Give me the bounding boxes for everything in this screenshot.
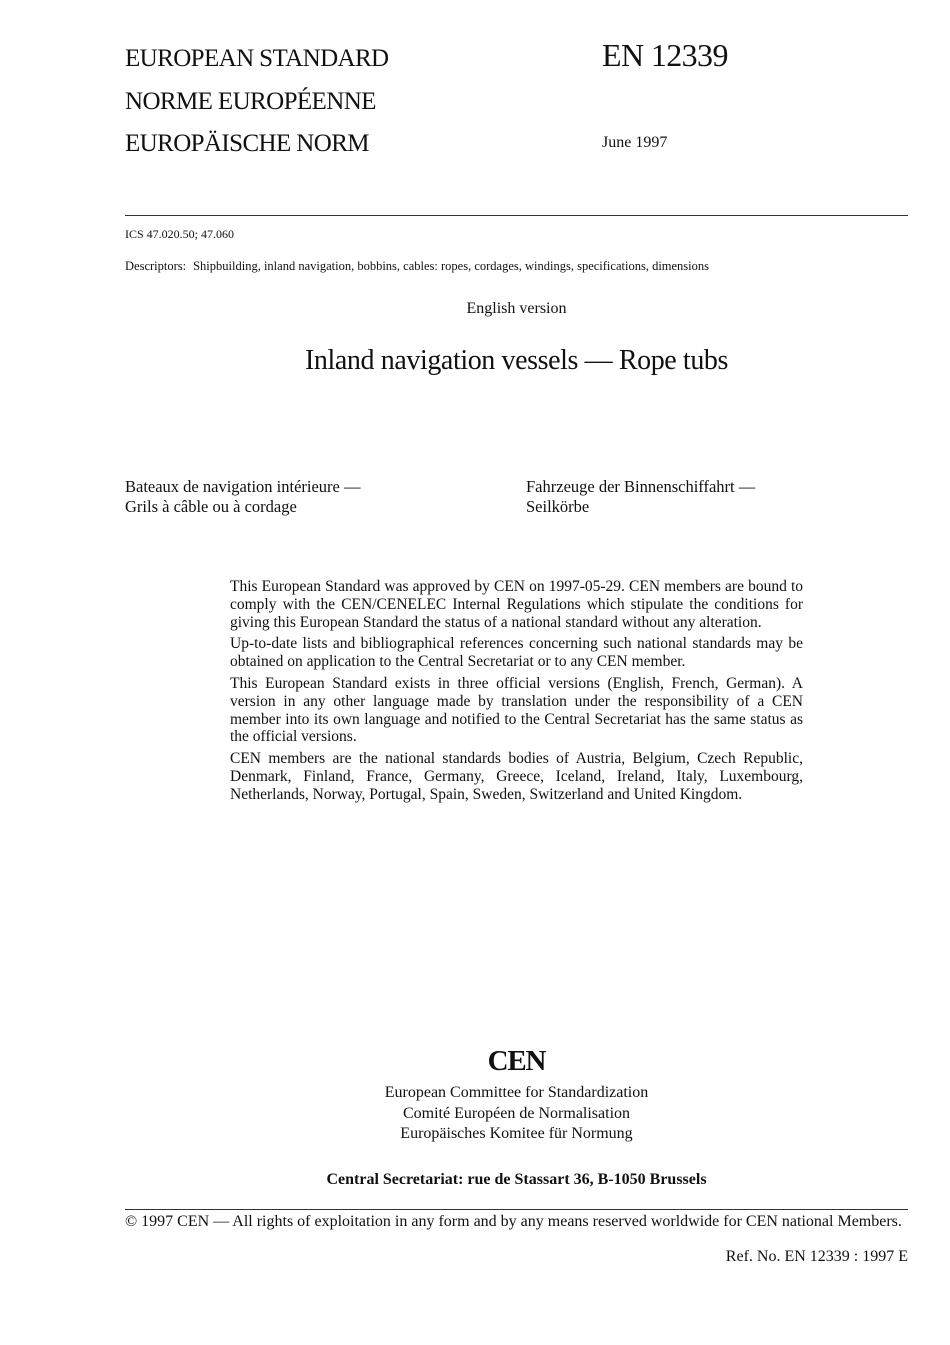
top-divider	[125, 215, 908, 216]
approval-paragraph: Up-to-date lists and bibliographical references concerning such national standards may be obtained on application to the Central Secretariat or to any CEN member.	[230, 635, 803, 671]
descriptors-label: Descriptors:	[125, 259, 187, 273]
french-title-line-2: Grils à câble ou à cordage	[125, 497, 297, 516]
organization-name-english: European Committee for Standardization	[384, 1084, 649, 1101]
descriptors-line	[125, 260, 709, 273]
french-title-line-1: Bateaux de navigation intérieure —	[125, 477, 361, 496]
organization-name-french: Comité Européen de Normalisation	[402, 1105, 631, 1122]
standard-title-french: NORME EUROPÉENNE	[125, 88, 376, 115]
publication-date: June 1997	[602, 134, 668, 151]
main-title: Inland navigation vessels — Rope tubs	[304, 345, 729, 376]
approval-paragraph: This European Standard was approved by CEN on 1997-05-29. CEN members are bound to comply with the CEN/CENELEC Internal Regulations which stipulate the conditions for giving this European Standard the status of a national standard without any alteration.	[230, 578, 803, 631]
approval-paragraph: This European Standard exists in three official versions (English, French, German). A version in any other language made by translation under the responsibility of a CEN member into its own language and notified to the Central Secretariat has the same status as the official versions.	[230, 674, 803, 746]
reference-number: Ref. No. EN 12339 : 1997 E	[725, 1248, 908, 1265]
bottom-divider	[125, 1209, 908, 1210]
document-number: EN 12339	[602, 37, 728, 73]
approval-paragraph: CEN members are the national standards bodies of Austria, Belgium, Czech Republic, Denmark, Finland, France, Germany, Greece, Iceland, Ireland, Italy, Luxembourg, Netherlands, Norway, Portugal, Spain, Sweden, Switzerland and United Kingdom.	[230, 750, 803, 803]
french-title	[125, 477, 361, 517]
german-title	[526, 477, 755, 517]
organization-name-german: Europäisches Komitee für Normung	[400, 1125, 633, 1142]
ics-code: ICS 47.020.50; 47.060	[125, 227, 235, 241]
descriptors-text: Shipbuilding, inland navigation, bobbins, cables: ropes, cordages, windings, specifications, dimensions	[193, 259, 710, 273]
standard-title-german: EUROPÄISCHE NORM	[125, 130, 369, 157]
cen-logo: CEN	[487, 1045, 546, 1077]
german-title-line-2: Seilkörbe	[526, 497, 590, 516]
approval-statement	[230, 578, 803, 808]
standard-title-english: EUROPEAN STANDARD	[125, 45, 389, 72]
language-version: English version	[466, 300, 567, 317]
secretariat-address: Central Secretariat: rue de Stassart 36, B-1050 Brussels	[326, 1171, 707, 1188]
copyright-notice: © 1997 CEN — All rights of exploitation in any form and by any means reserved worldwide for CEN national Members.	[125, 1213, 902, 1230]
german-title-line-1: Fahrzeuge der Binnenschiffahrt —	[526, 477, 756, 496]
